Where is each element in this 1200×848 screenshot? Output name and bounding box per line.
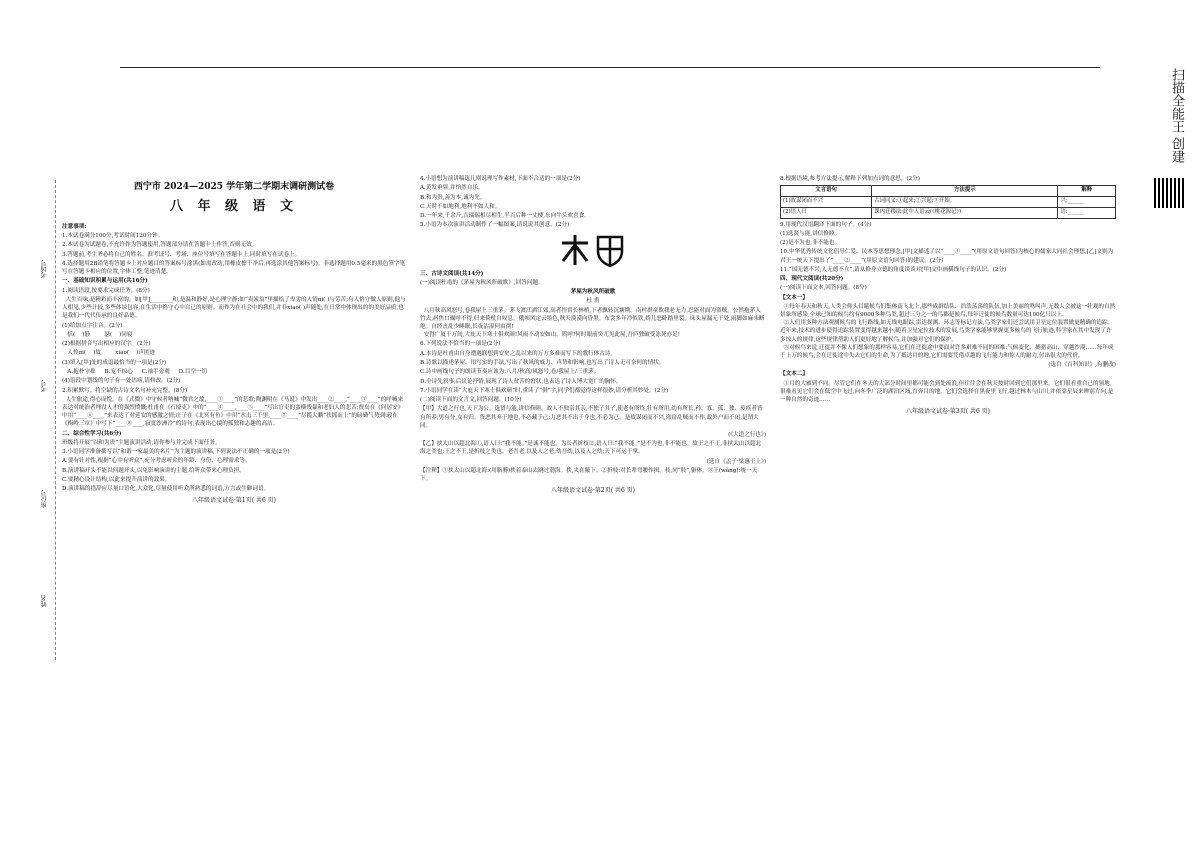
q3-option-c: C.要精心设计结构,以此来提升演讲的效果。 bbox=[62, 477, 171, 484]
poem-text: 八月秋高风怒号,卷我屋上三重茅。茅飞渡江洒江郊,高者挂罥长林梢,下者飘转沉塘坳。南村群童欺我老无力,忍能对面为盗贼。公然抱茅入竹去,唇焦口燥呼不得,归来倚杖自叹息。俄顷风定云墨色,秋天漠漠向昏黑。布衾多年冷似铁,娇儿恶卧踏里裂。床头屋漏无干处,雨脚如麻未断绝。自经丧乱少睡眠,长夜沾湿何由彻! 安得广厦千万间,大庇天下寒士俱欢颜!风雨不动安如山。呜呼!何时眼前突兀见此屋,吾庐独破受冻死亦足! bbox=[420, 307, 765, 339]
q4-option-c: C.天时不如地利,地利不如人和。 bbox=[420, 203, 501, 210]
q1-sub-5: (3)填入[甲]处的成语最恰当的一项是(2分) bbox=[62, 359, 167, 366]
table-cell: 语:______ bbox=[1058, 207, 1116, 218]
q3-option-b: B.演讲稿开头不能以问题开头,以免影响演讲的主题,给听众带来心理负担。 bbox=[62, 467, 245, 474]
q2-heading: 2.积累默写。将空缺的古诗文名句补充完整。(8分) bbox=[62, 387, 188, 394]
notice-4: 4.选择题用2B铅笔将答题卡上对应题目的答案标号涂黑(如需改动,用橡皮擦干净后,再选涂其他答案标号)。非选择题用0.5毫米的黑色签字笔写在答题卡相应的位置,字体工整,笔迹清楚。 bbox=[62, 261, 406, 276]
q1-sub-2: 恬( )静 瑟( )同寝 bbox=[62, 331, 133, 338]
text-1-heading: 【文本一】 bbox=[780, 294, 808, 301]
qr-code-icon bbox=[1154, 178, 1184, 208]
top-rule bbox=[120, 67, 1100, 68]
table-cell: 兴:______ bbox=[1058, 196, 1116, 207]
side-label-kaohao: 考号 bbox=[41, 380, 48, 392]
part-4-heading: 四、现代文阅读(共20分) bbox=[780, 276, 844, 283]
text-2-heading: 【文本二】 bbox=[780, 371, 808, 378]
passage-yi: 【乙】挟太山以超北海①,语人曰:“我不能。”是诚不能也。为长者折枝②,语人曰:“我不能。”是不为也,非不能也。故王之不王,非挟太山以超北海之类也;王之不王,是折枝之类也。老吾老,以及人之老;幼吾幼,以及人之幼;天下可运于掌。 bbox=[420, 441, 762, 456]
subject-title: 八 年 级 语 文 bbox=[169, 199, 299, 215]
q11-text: 11.“国无德不兴,人无德不立”,请从修身立德的角度谈谈对[甲]文中画横线句子的认识。(2分) bbox=[780, 266, 1007, 273]
q1-passage: 人生百味,是精彩而丰富的。如[甲]________和,是温和静好,是心理宁静;如“卖炭翁”里描绘了卑劣的人情ɑi( )与劳苦;有人恪守做人原则,他与人相见,少些计较,多些体谅包容,在生活中恪守心中自己的原则。而作为在社会中的我们,并非xiao( )声随处,在日常中体现出的的美好品质,也是我们一代代传承的良好品德。 bbox=[62, 297, 406, 320]
table-cell: 古词同义:①起来;②兴起;③开始。 bbox=[872, 196, 1058, 207]
q3-heading: 3.小语同学准备撰写以“和谐一家最美的名片”为主题的演讲稿,下列说法不正确的一项是(2分) bbox=[62, 449, 290, 456]
q1-sub-4: 人惶ɑi( )故 xiao( )声匿迹 bbox=[62, 350, 156, 357]
q7-heading: 7.小语同学在读“大庇天下寒士俱欢颜”时,重读了“俱”字,同学们都觉得这样很妙,请分析其妙处。(2分) bbox=[420, 387, 669, 394]
q1-sub-1: (1)给加点字注音。(2分) bbox=[62, 322, 123, 329]
q10-text: 10.中华优秀传统文化倡导仁爱、民本等思想理念,[甲]文描述了以“____①____”(用原文语句回答)为核心的儒家大同社会理想,[乙]文则为君王一统天下提出了“____②____”(用原文语句回答)的建议。(2分) bbox=[780, 249, 1114, 264]
poem-title: 茅屋为秋风所破歌 bbox=[570, 289, 616, 296]
page-1-footer: 八年级语文试卷·第1页( 共6 页) bbox=[191, 497, 277, 505]
q3-option-d: D.演讲稿的措辞应尽量口语化,大众化,尽量使用听众所熟悉的词语,方言或生僻词语。 bbox=[62, 486, 270, 493]
poem-intro: (一)阅读杜甫的《茅屋为秋风所破歌》,回答问题。 bbox=[420, 279, 544, 286]
page-1 bbox=[62, 175, 406, 675]
q1-sub-3: (2)根据拼音写出相应的汉字。(2分) bbox=[62, 341, 151, 348]
q6-heading: 6.下列说法不恰当的一项是(2分) bbox=[420, 341, 501, 348]
q5-heading: 5.小语为本次演讲活动制作了一幅图案,请说说其创意。(2分) bbox=[420, 222, 570, 229]
part-3-heading: 三、古诗文阅读(共14分) bbox=[420, 270, 484, 277]
part-1-heading: 一、基础知识积累与运用(共16分) bbox=[62, 278, 148, 285]
side-label-xingming: 姓名 bbox=[41, 595, 48, 607]
text-2-body: ①月的大雁到不同。尽管它们在冬天的大部分时间里都可能会到处流浪,但往往会在秋天按时回到它们那里来。它们很看重自己的领地,很难看见它们会在低空中飞过,向冬季广泛的湖泊区域,直奔目的地。它们会选择在黑夜里飞行,越过林木与山川,并依靠星辰来辨别方向,是一种自然的奇迹…… bbox=[780, 380, 1114, 403]
q4-heading: 4.小语想为演讲稿选几则说理写作素材,下面不合适的一项是(2分) bbox=[420, 176, 581, 182]
q6-option-b: B.诗歌以描述茅屋、用写实的手法,写出了秋风的威力、声势和影响,也写出了诗人无可奈何的情状。 bbox=[420, 360, 665, 366]
q4-option-b: B.和为贵,善为本,诚为先。 bbox=[420, 194, 486, 201]
source-yi: (选自《孟子·梁惠王上》) bbox=[706, 458, 766, 465]
binding-line bbox=[55, 180, 56, 660]
side-label-kaochang: 考场号 bbox=[41, 260, 48, 278]
reading-2-intro: (二)阅读下面的文言文,回答问题。(10分) bbox=[420, 397, 522, 404]
q4-option-a: A.黄发垂髫,并怡然自乐。 bbox=[420, 185, 484, 192]
part-2-heading: 二、综合性学习(共6分) bbox=[62, 430, 122, 437]
annotations: 【注释】①挟太山以超北海:(用胳膊)挟着泰山去跳过渤海。挟,夹在腋下。②折枝:对长辈弯腰作揖。枝,同“肢”,躯体。③王(wàng):统一天下。 bbox=[420, 468, 758, 483]
page-3-footer: 八年级语文试卷·第3页( 共6 页) bbox=[905, 407, 991, 415]
he-logo-icon bbox=[558, 233, 628, 267]
exam-title: 西宁市 2024—2025 学年第二学期末调研测试卷 bbox=[133, 182, 335, 192]
q6-option-a: A.本诗是杜甫由自身遭遇联想到安史之乱以来的万方多难而写下的歌行体古诗。 bbox=[420, 350, 617, 357]
page-2 bbox=[420, 175, 766, 675]
table-cell: (2)语人曰 bbox=[781, 207, 872, 218]
q1-sub-7: (4)语段中划线的句子有一处语病,请修改。(2分) bbox=[62, 378, 181, 385]
notice-3: 3.答题前,考生务必将自己的姓名、准考证号、考场、座位号填写在答题卡上,同时填写在试卷上。 bbox=[62, 251, 301, 258]
q3-intro: 班级将开展“以和为贵”主题演讲活动,请你参与并完成下面任务。 bbox=[62, 439, 221, 446]
q3-option-a: A.要有针对性,根据“心中有听众”,充分考虑听众的年龄、身份、心理需求等。 bbox=[62, 458, 251, 465]
notice-heading: 注意事项: bbox=[62, 223, 87, 230]
notice-1: 1.本试卷满分100分,考试时间120分钟。 bbox=[62, 233, 164, 240]
reading-intro: (一)阅读下面文本,回答问题。(8分) bbox=[780, 285, 867, 292]
activity-logo bbox=[420, 233, 766, 267]
q4-option-d: D.一年来,千余斤,吉瑞瑞相尽相生,半百后种一丈楼,东向牛头欢喜食。 bbox=[420, 213, 590, 220]
q8-heading: 8.根据语境,参考方法提示,解释下列加点词的意思。(2分) bbox=[780, 176, 920, 182]
table-header: 解释 bbox=[1058, 186, 1116, 197]
table-header: 文言语句 bbox=[781, 186, 872, 197]
q8-table bbox=[780, 185, 1116, 218]
q2-passage: 人生旅途,得心而悦。在《式微》中守候者呐喊“微君之故,____①____”的悲歌;陶渊明在《马说》中发出____②____,“____③____”的呼喊来表达对统治者埋没人才的强烈愤慨;杜甫在《石壕吏》中的“____④____,____⑤____”写出官吏的蛮横残暴和老妇人的悲苦;贾岛在《问居安》中用“____⑥____”来表达了对延安的感激之情;庄子在《北冥有鱼》中用“水击三千里,____⑦____”尽揽大鹏“扶摇而上”的磅礴气势;陈毅在《梅岭三章》中写下“____⑧____,寂寞沙洲冷”的诗句,表现出心境的孤独和志趣的高洁。 bbox=[62, 396, 404, 428]
table-cell: 课内迁移法:此中人语云(《桃花源记》) bbox=[872, 207, 1058, 218]
source-text-1: (选自《百科知识》,有删改) bbox=[1048, 362, 1116, 369]
page-2-footer: 八年级语文试卷·第2页( 共6 页) bbox=[550, 487, 636, 495]
q1-heading: 1.阅读语段,按要求完成任务。(8分) bbox=[62, 287, 150, 294]
notice-2: 2.本试卷为试题卷,不允许作为答题使用,答题部分请在答题卡上作答,否则无效。 bbox=[62, 242, 258, 249]
passage-jia: 【甲】大道之行也,天下为公。选贤与能,讲信修睦。故人不独亲其亲,不独子其子,使老有所终,壮有所用,幼有所长,矜、寡、孤、独、废疾者皆有所养,男有分,女有归。货恶其弃于地也,不必藏于己;力恶其不出于身也,不必为己。是故谋闭而不兴,盗窃乱贼而不作,故外户而不闭,是谓大同。 bbox=[420, 406, 763, 429]
q9-item-2: (2)是不为也,非不能也。 bbox=[780, 240, 841, 247]
table-row bbox=[781, 196, 1116, 207]
page-3 bbox=[780, 175, 1116, 675]
table-row bbox=[781, 207, 1116, 218]
q1-sub-6: A.抱朴守拙 B.宠不惊心 C.袖手旁观 D.目空一切 bbox=[62, 369, 208, 376]
q6-option-c: C.诗中画线句子的朗读节奏应该为:八月/秋高/风怒号,卷/我屋上/三重茅。 bbox=[420, 369, 600, 376]
watermark: 扫描全能王 创建 bbox=[1169, 68, 1184, 164]
q9-heading: 9.用现代汉语翻译下面的句子。(4分) bbox=[780, 221, 872, 228]
table-header: 方法提示 bbox=[872, 186, 1058, 197]
source-jia: (《大道之行也》) bbox=[728, 432, 766, 438]
poem-author: 杜 甫 bbox=[586, 298, 600, 305]
q9-item-1: (1)选贤与能,讲信修睦。 bbox=[780, 230, 841, 237]
side-label-zuowei: 座位号 bbox=[41, 490, 48, 508]
text-1-body: ①每年春天和秋天,人类会仰头目睹候鸟们集体南飞北上,那些成群结队、浩浩荡荡的队伍,加上美丽的鸣叫声,无数人会被这一壮观的自然景象所感染,全球已知的候鸟约有9000多种鸟类,超过三分之一的鸟都是候鸟,每年迁徙的候鸟数量可达100亿只以上。 ②人们用多种方法观测候鸟的飞行路线,如无线电跟踪,雷达探测、环志等标记方法,鸟类学家们还尝试用卫星定位装置做更精确的追踪。近年来,技术的进步使得追踪装置变得越来越小,随着卫星定位技术的发展,鸟类学家能够掌握更多候鸟的飞行轨迹,科学家在其中发现了许多惊人的规律,这些规律帮助人们更好地了解候鸟,并加强对它们的保护。 ③对候鸟来说,迁徙并不像人们想象的那样容易,它们在迁徙途中要面对许多艰难不同的困难:气候变化、捕猎高山、穿越沙漠……每年成千上万的候鸟,会在迁徙途中失去它们的生命,为了抵达目的地,它们需要凭借卓越的飞行能力和惊人的耐力,付出很大的代价。 bbox=[780, 304, 1116, 359]
table-cell: (1)故谋闭而不兴 bbox=[781, 196, 872, 207]
q6-option-d: D.全诗先叙事,后议论抒情,展现了诗人贫苦的窘状,也表达了诗人博大宽广的胸怀。 bbox=[420, 378, 622, 385]
